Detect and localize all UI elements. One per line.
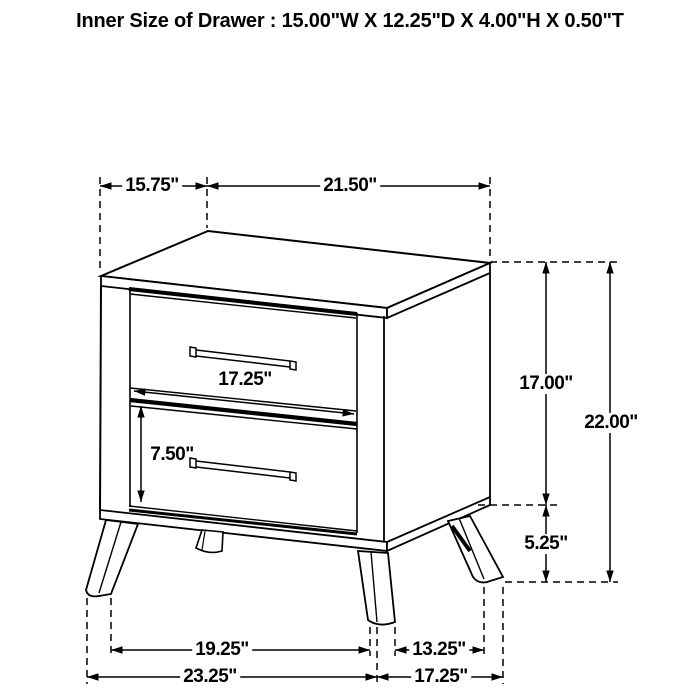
table-top: [101, 231, 490, 318]
dim-label-side-feet-outer: 17.25": [411, 667, 471, 687]
page-title: Inner Size of Drawer : 15.00"W X 12.25"D X 4.00"H X 0.50"T: [76, 10, 624, 32]
top-drawer-handle: [190, 347, 296, 370]
dim-label-top-depth: 15.75": [122, 176, 182, 196]
dim-label-front-feet-outer: 23.25": [180, 667, 240, 687]
dim-label-top-width: 21.50": [320, 176, 380, 196]
front-left-leg: [86, 520, 138, 596]
top-drawer-bottom-edge: [130, 388, 356, 411]
dim-label-side-feet-inner: 13.25": [409, 640, 469, 660]
back-left-leg: [196, 530, 223, 552]
back-right-leg: [448, 516, 503, 582]
dim-label-drawer-height: 7.50": [150, 444, 194, 466]
rail-front-face: [100, 510, 387, 551]
dim-label-front-feet-inner: 19.25": [192, 640, 252, 660]
nightstand-line-art: [86, 231, 503, 625]
bottom-drawer-top-edge: [131, 406, 357, 429]
middle-gap-shadow: [130, 400, 357, 424]
dim-label-case-height: 17.00": [516, 374, 576, 394]
left-front-edge: [100, 286, 101, 510]
bottom-drawer-handle: [190, 458, 296, 481]
dim-label-leg-height: 5.25": [521, 534, 571, 554]
dim-label-overall-height: 22.00": [581, 413, 641, 433]
dim-label-drawer-width: 17.25": [218, 369, 272, 391]
drawers: [129, 289, 357, 534]
